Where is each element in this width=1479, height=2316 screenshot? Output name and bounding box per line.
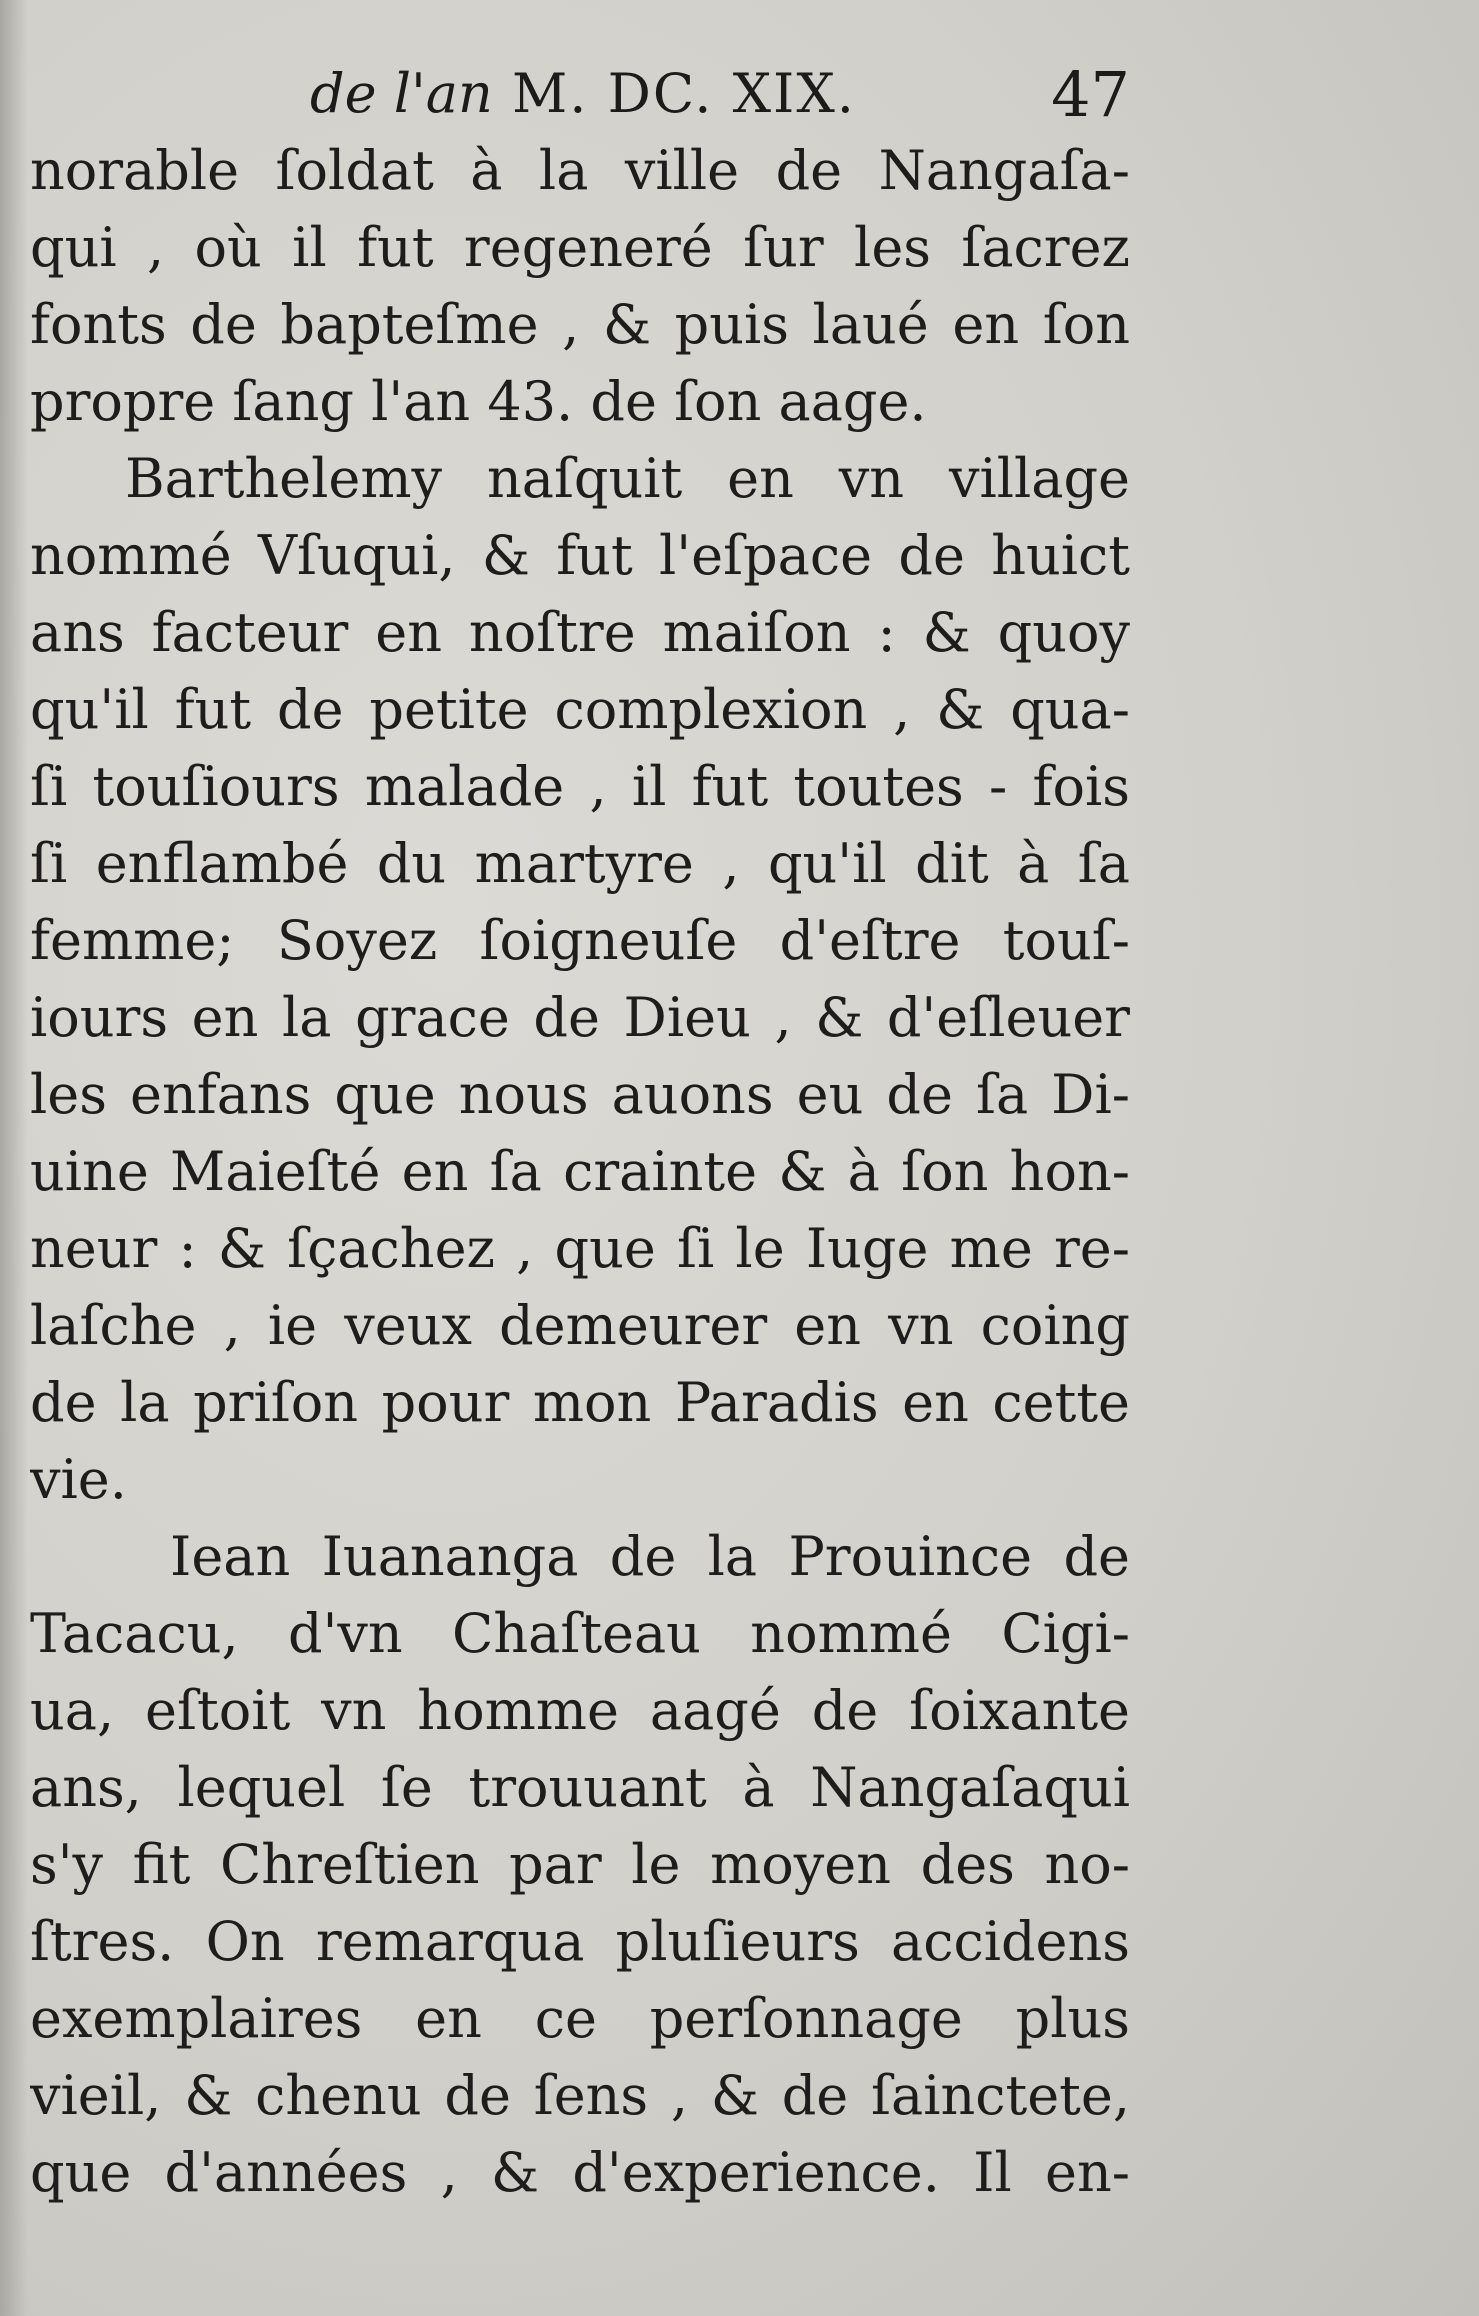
page-header: [300, 58, 1140, 142]
text-line: ans, lequel ſe trouuant à Nangaſaqui: [30, 1756, 1130, 1819]
text-line: Tacacu, d'vn Chaſteau nommé Cigi-: [30, 1602, 1130, 1665]
text-line: iours en la grace de Dieu , & d'eſleuer: [30, 986, 1130, 1049]
text-line: que d'années , & d'experience. Il en-: [30, 2141, 1130, 2204]
text-line: uine Maieſté en ſa crainte & à ſon hon-: [30, 1140, 1130, 1203]
text-line: les enfans que nous auons eu de ſa Di-: [30, 1063, 1130, 1126]
text-line: propre ſang l'an 43. de ſon aage.: [30, 370, 927, 433]
text-line: fonts de bapteſme , & puis laué en ſon: [30, 293, 1130, 356]
paragraph-start-line: Barthelemy naſquit en vn village: [125, 447, 1130, 510]
text-line: neur : & ſçachez , que ſi le Iuge me re-: [30, 1217, 1130, 1280]
running-head-year: M. DC. XIX.: [511, 62, 856, 125]
text-line: qui , où il fut regeneré ſur les ſacrez: [30, 216, 1130, 279]
text-line: femme; Soyez ſoigneuſe d'eſtre touſ-: [30, 909, 1130, 972]
paragraph-start-line: Iean Iuananga de la Prouince de: [170, 1525, 1130, 1588]
text-line: nommé Vſuqui, & fut l'eſpace de huict: [30, 524, 1130, 587]
text-line: norable ſoldat à la ville de Nangaſa-: [30, 139, 1130, 202]
text-line: laſche , ie veux demeurer en vn coing: [30, 1294, 1130, 1357]
text-line: ſi enflambé du martyre , qu'il dit à ſa: [30, 832, 1130, 895]
text-line: ans facteur en noſtre maiſon : & quoy: [30, 601, 1130, 664]
text-line: exemplaires en ce perſonnage plus: [30, 1987, 1130, 2050]
text-line: vie.: [30, 1448, 127, 1511]
text-line: s'y fit Chreſtien par le moyen des no-: [30, 1833, 1130, 1896]
text-line: qu'il fut de petite complexion , & qua-: [30, 678, 1130, 741]
page-number: 47: [1051, 58, 1130, 131]
running-head-italic: de l'an: [310, 62, 493, 125]
running-head: [310, 62, 856, 125]
text-line: ſtres. On remarqua pluſieurs accidens: [30, 1910, 1130, 1973]
text-line: ua, eſtoit vn homme aagé de ſoixante: [30, 1679, 1130, 1742]
text-line: vieil, & chenu de ſens , & de ſainctete,: [30, 2064, 1130, 2127]
text-line: ſi touſiours malade , il fut toutes - fois: [30, 755, 1130, 818]
body-text: [30, 132, 1130, 2211]
text-line: de la priſon pour mon Paradis en cette: [30, 1371, 1130, 1434]
